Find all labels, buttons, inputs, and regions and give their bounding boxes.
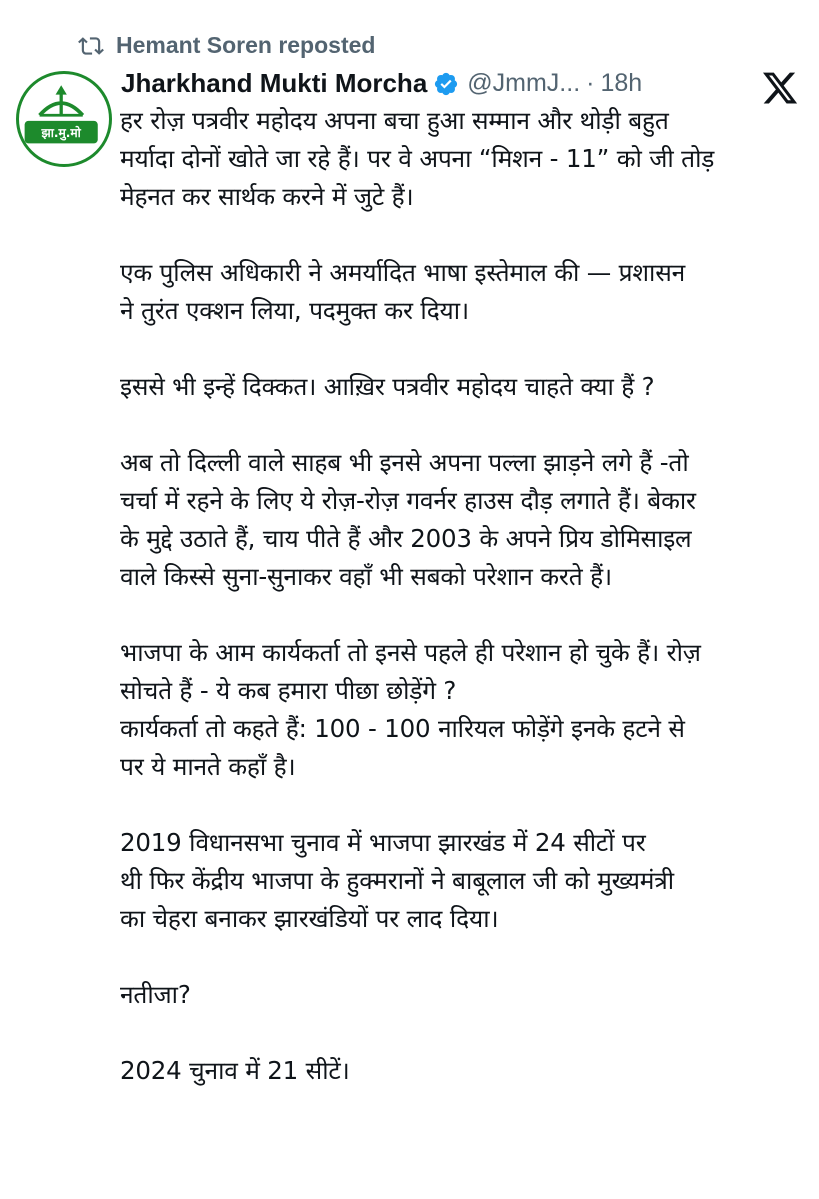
- author-handle[interactable]: @JmmJ...: [467, 69, 581, 97]
- text-line: कार्यकर्ता तो कहते हैं: 100 - 100 नारियल फोड़ेंगे इनके हटने से: [120, 714, 685, 743]
- repost-icon: [78, 33, 104, 59]
- avatar[interactable]: [16, 71, 112, 167]
- jmm-logo: [19, 74, 109, 164]
- text-line: मेहनत कर सार्थक करने में जुटे हैं।: [120, 182, 414, 211]
- author-name[interactable]: Jharkhand Mukti Morcha: [121, 68, 428, 98]
- verified-badge-icon: [433, 71, 459, 97]
- paragraph-7: [120, 976, 810, 1014]
- separator-dot: ·: [586, 69, 595, 97]
- paragraph-1: [120, 102, 810, 216]
- post-header: [121, 68, 681, 99]
- text-line: ने तुरंत एक्शन लिया, पदमुक्त कर दिया।: [120, 296, 469, 325]
- avatar-text: झा.मु.मो: [41, 125, 81, 140]
- text-line: नतीजा?: [120, 980, 191, 1009]
- text-line: थी फिर केंद्रीय भाजपा के हुक्मरानों ने बाबूलाल जी को मुख्यमंत्री: [120, 866, 674, 895]
- text-line: मर्यादा दोनों खोते जा रहे हैं। पर वे अपना “मिशन - 11” को जी तोड़: [120, 144, 715, 173]
- repost-text: Hemant Soren reposted: [116, 32, 376, 58]
- text-line: भाजपा के आम कार्यकर्ता तो इनसे पहले ही परेशान हो चुके हैं। रोज़: [120, 638, 701, 667]
- text-line: के मुद्दे उठाते हैं, चाय पीते हैं और 2003 के अपने प्रिय डोमिसाइल: [120, 524, 692, 553]
- paragraph-8: [120, 1052, 810, 1090]
- post-text: [120, 102, 810, 1090]
- post-time[interactable]: 18h: [600, 69, 643, 97]
- text-line: हर रोज़ पत्रवीर महोदय अपना बचा हुआ सम्मान और थोड़ी बहुत: [120, 106, 669, 135]
- text-line: 2019 विधानसभा चुनाव में भाजपा झारखंड में 24 सीटों पर: [120, 828, 646, 857]
- paragraph-3: [120, 368, 810, 406]
- text-line: एक पुलिस अधिकारी ने अमर्यादित भाषा इस्तेमाल की — प्रशासन: [120, 258, 685, 287]
- text-line: का चेहरा बनाकर झारखंडियों पर लाद दिया।: [120, 904, 499, 933]
- text-line: अब तो दिल्ली वाले साहब भी इनसे अपना पल्ला झाड़ने लगे हैं -तो: [120, 448, 689, 477]
- paragraph-4: [120, 444, 810, 596]
- text-line: इससे भी इन्हें दिक्कत। आख़िर पत्रवीर महोदय चाहते क्या हैं ?: [120, 372, 655, 401]
- text-line: चर्चा में रहने के लिए ये रोज़-रोज़ गवर्नर हाउस दौड़ लगाते हैं। बेकार: [120, 486, 696, 515]
- paragraph-5: [120, 634, 810, 786]
- paragraph-2: [120, 254, 810, 330]
- text-line: 2024 चुनाव में 21 सीटें।: [120, 1056, 350, 1085]
- text-line: पर ये मानते कहाँ है।: [120, 752, 296, 781]
- text-line: वाले किस्से सुना-सुनाकर वहाँ भी सबको परेशान करते हैं।: [120, 562, 612, 591]
- repost-indicator[interactable]: [78, 32, 375, 59]
- paragraph-6: [120, 824, 810, 938]
- text-line: सोचते हैं - ये कब हमारा पीछा छोड़ेंगे ?: [120, 676, 457, 705]
